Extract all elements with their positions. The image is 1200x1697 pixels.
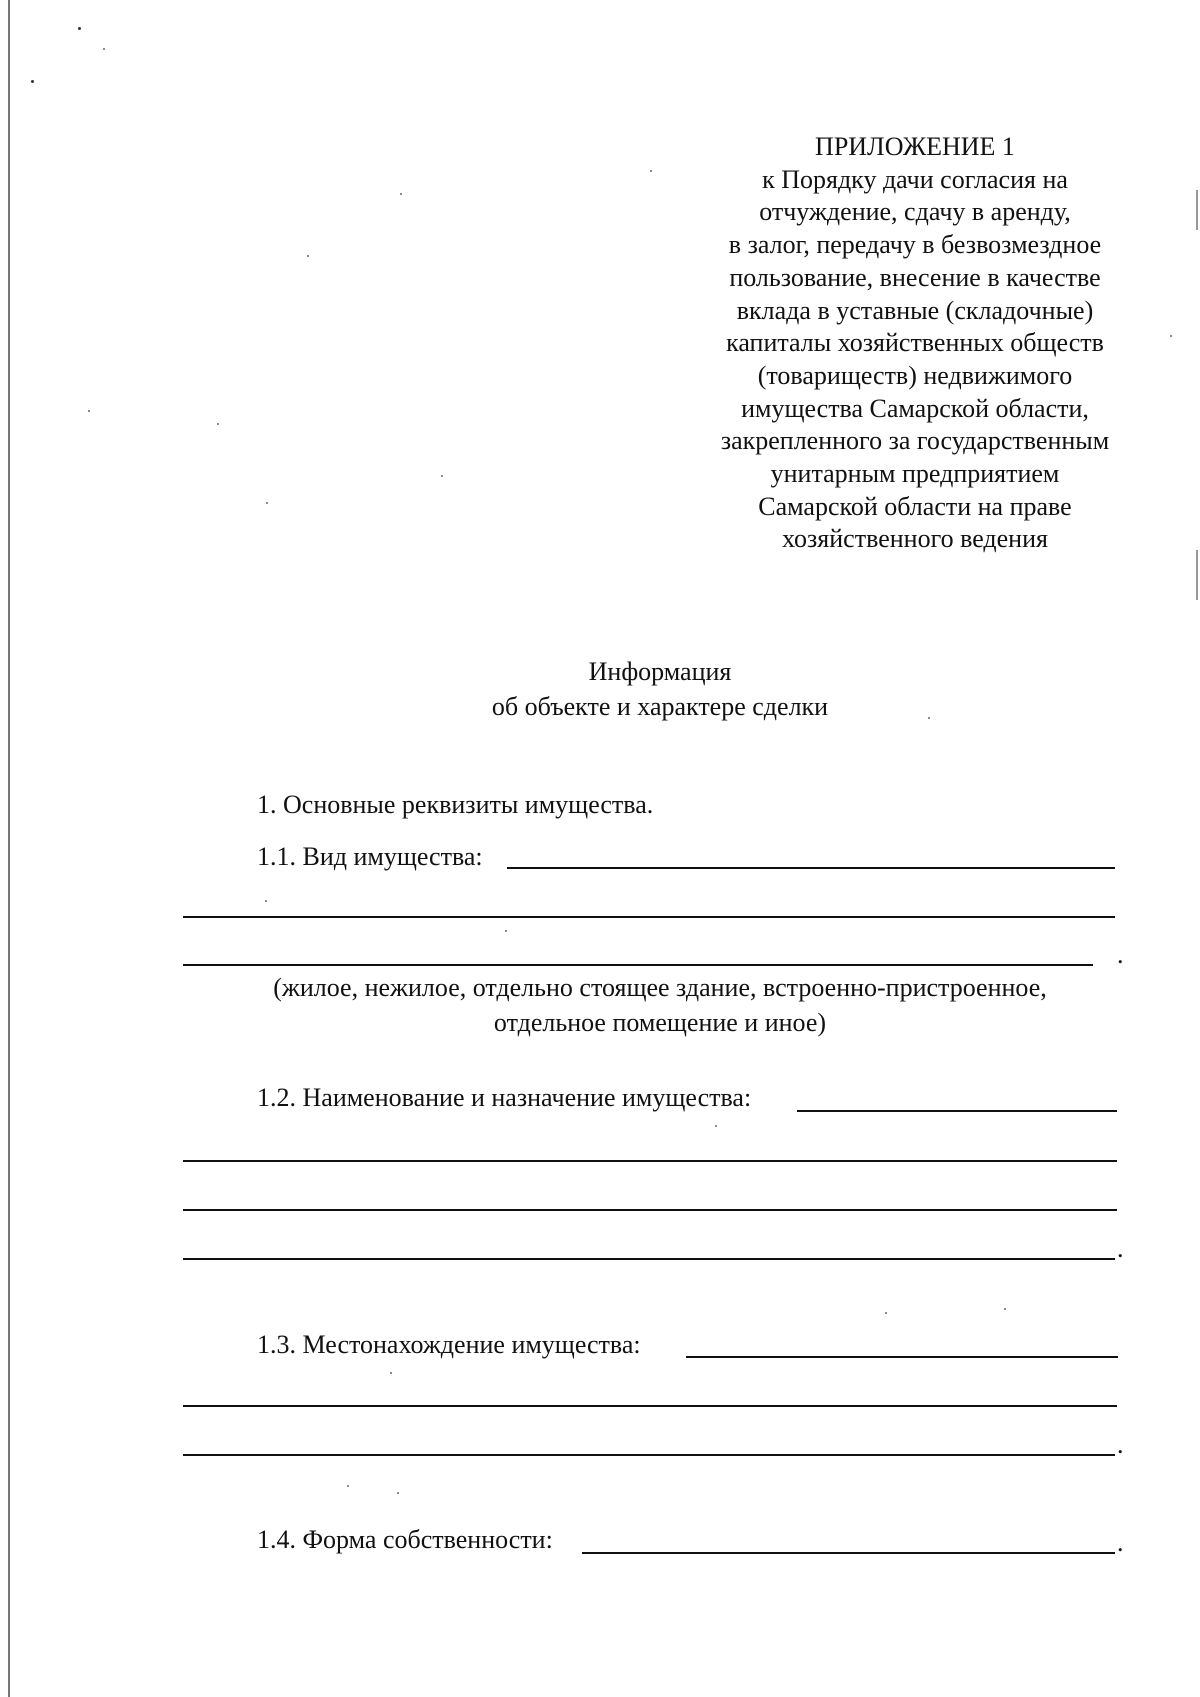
scan-speck	[265, 900, 267, 902]
scan-speck	[885, 1312, 887, 1314]
property-name-field-line-2[interactable]	[183, 1160, 1117, 1162]
section-1-4-label: 1.4. Форма собственности:	[257, 1525, 553, 1554]
appendix-line: к Порядку дачи согласия на	[762, 164, 1068, 194]
period-mark: .	[1117, 940, 1124, 969]
period-mark: .	[1117, 1234, 1124, 1263]
appendix-line: унитарным предприятием	[770, 459, 1060, 489]
scan-speck	[88, 410, 90, 412]
property-name-field-line-4[interactable]	[183, 1258, 1115, 1260]
appendix-header	[690, 131, 1140, 556]
section-1-3-label: 1.3. Местонахождение имущества:	[257, 1330, 641, 1359]
appendix-line: пользование, внесение в качестве	[729, 262, 1101, 292]
section-1-heading: 1. Основные реквизиты имущества.	[257, 790, 654, 819]
property-location-field[interactable]	[686, 1356, 1118, 1358]
appendix-line: вклада в уставные (складочные)	[736, 295, 1094, 325]
appendix-line: имущества Самарской области,	[741, 393, 1089, 423]
period-mark: .	[1117, 1430, 1124, 1459]
hint-line-2: отдельное помещение и иное)	[493, 1008, 827, 1037]
property-type-field-line-3[interactable]	[183, 964, 1093, 966]
scan-speck	[266, 502, 268, 504]
appendix-line: (товариществ) недвижимого	[757, 360, 1073, 390]
appendix-line: Самарской области на праве	[758, 491, 1072, 521]
scan-speck	[441, 475, 443, 477]
scan-speck	[31, 80, 34, 83]
title-line-1: Информация	[588, 657, 732, 686]
document-title	[380, 654, 940, 724]
scan-speck	[307, 255, 309, 257]
appendix-line: хозяйственного ведения	[782, 524, 1048, 554]
ownership-form-field[interactable]	[582, 1552, 1115, 1554]
scan-speck	[1170, 335, 1172, 337]
hint-line-1: (жилое, нежилое, отдельно стоящее здание, встроенно-пристроенное,	[273, 973, 1047, 1002]
appendix-line: отчуждение, сдачу в аренду,	[759, 197, 1071, 227]
appendix-line: капиталы хозяйственных обществ	[726, 328, 1104, 358]
section-1-1-label: 1.1. Вид имущества:	[257, 842, 483, 871]
appendix-line: ПРИЛОЖЕНИЕ 1	[815, 132, 1015, 161]
scan-speck	[217, 423, 219, 425]
section-1-2-label: 1.2. Наименование и назначение имущества:	[257, 1083, 752, 1112]
title-line-2: об объекте и характере сделки	[491, 692, 829, 721]
scan-edge-left	[8, 0, 10, 1697]
property-location-field-line-3[interactable]	[183, 1454, 1115, 1456]
scan-speck	[650, 170, 652, 172]
scan-speck	[397, 1492, 399, 1494]
property-location-field-line-2[interactable]	[183, 1405, 1117, 1407]
property-type-hint	[220, 970, 1100, 1040]
scan-edge-mark	[1196, 550, 1198, 600]
appendix-line: закрепленного за государственным	[720, 426, 1110, 456]
scan-speck	[390, 1372, 392, 1374]
property-name-field-line-3[interactable]	[183, 1209, 1117, 1211]
scan-speck	[347, 1485, 349, 1487]
scan-speck	[715, 1125, 717, 1127]
property-type-field[interactable]	[507, 867, 1115, 869]
scan-speck	[78, 27, 81, 30]
property-type-field-line-2[interactable]	[183, 916, 1115, 918]
scan-speck	[1004, 1308, 1006, 1310]
appendix-line: в залог, передачу в безвозмездное	[728, 230, 1102, 260]
scan-speck	[400, 193, 402, 195]
period-mark: .	[1117, 1528, 1124, 1557]
scan-edge-mark	[1196, 190, 1198, 230]
scan-speck	[505, 930, 507, 932]
scan-speck	[103, 48, 105, 50]
property-name-field[interactable]	[797, 1110, 1117, 1112]
